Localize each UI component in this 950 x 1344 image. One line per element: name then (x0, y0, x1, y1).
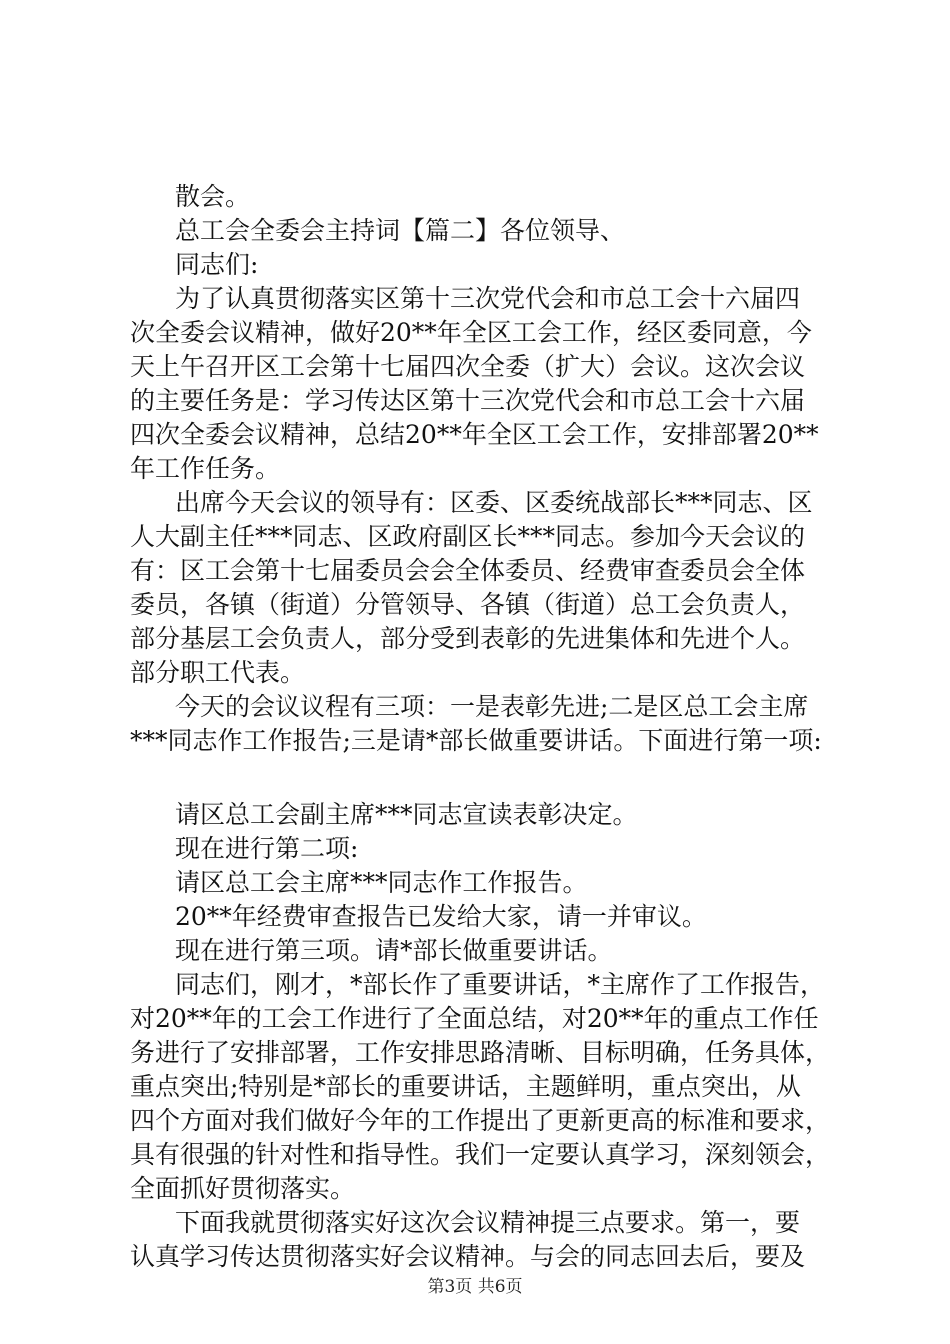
text-line: 全面抓好贯彻落实。 (130, 1174, 356, 1203)
text-line: 20**年经费审查报告已发给大家，请一并审议。 (175, 902, 707, 931)
text-line: ***同志作工作报告;三是请*部长做重要讲话。下面进行第一项: (130, 726, 822, 755)
text-line: 请区总工会主席***同志作工作报告。 (175, 868, 588, 897)
text-line: 年工作任务。 (130, 454, 281, 483)
text-line: 认真学习传达贯彻落实好会议精神。与会的同志回去后，要及 (130, 1242, 806, 1271)
text-line: 部分职工代表。 (130, 658, 306, 687)
text-line: 四个方面对我们做好今年的工作提出了更新更高的标准和要求， (130, 1106, 831, 1135)
text-line: 委员，各镇（街道）分管领导、各镇（街道）总工会负责人， (130, 590, 806, 619)
text-line: 今天的会议议程有三项：一是表彰先进;二是区总工会主席 (175, 692, 809, 721)
text-line: 现在进行第二项: (175, 834, 359, 863)
text-line: 为了认真贯彻落实区第十三次党代会和市总工会十六届四 (175, 284, 801, 313)
text-line: 同志们，刚才，*部长作了重要讲话，*主席作了工作报告， (175, 970, 826, 999)
text-line: 重点突出;特别是*部长的重要讲话，主题鲜明，重点突出，从 (130, 1072, 801, 1101)
text-line: 务进行了安排部署，工作安排思路清晰、目标明确，任务具体， (130, 1038, 831, 1067)
text-line: 对20**年的工会工作进行了全面总结，对20**年的重点工作任 (130, 1004, 819, 1033)
page-footer: 第3页 共6页 (427, 1277, 523, 1297)
text-line: 的主要任务是：学习传达区第十三次党代会和市总工会十六届 (130, 386, 806, 415)
text-line: 有：区工会第十七届委员会会全体委员、经费审查委员会全体 (130, 556, 806, 585)
text-line: 四次全委会议精神，总结20**年全区工会工作，安排部署20** (130, 420, 819, 449)
text-line: 散会。 (175, 182, 251, 211)
text-line: 具有很强的针对性和指导性。我们一定要认真学习，深刻领会， (130, 1140, 831, 1169)
text-line: 部分基层工会负责人，部分受到表彰的先进集体和先进个人。 (130, 624, 806, 653)
text-line: 总工会全委会主持词【篇二】各位领导、 (175, 216, 626, 245)
text-line: 请区总工会副主席***同志宣读表彰决定。 (175, 800, 638, 829)
text-line: 人大副主任***同志、区政府副区长***同志。参加今天会议的 (130, 522, 806, 551)
text-line: 同志们: (175, 250, 259, 279)
text-line: 次全委会议精神，做好20**年全区工会工作，经区委同意，今 (130, 318, 812, 347)
text-line: 下面我就贯彻落实好这次会议精神提三点要求。第一，要 (175, 1208, 801, 1237)
text-line: 现在进行第三项。请*部长做重要讲话。 (175, 936, 613, 965)
text-line: 天上午召开区工会第十七届四次全委（扩大）会议。这次会议 (130, 352, 806, 381)
text-line: 出席今天会议的领导有：区委、区委统战部长***同志、区 (175, 488, 813, 517)
